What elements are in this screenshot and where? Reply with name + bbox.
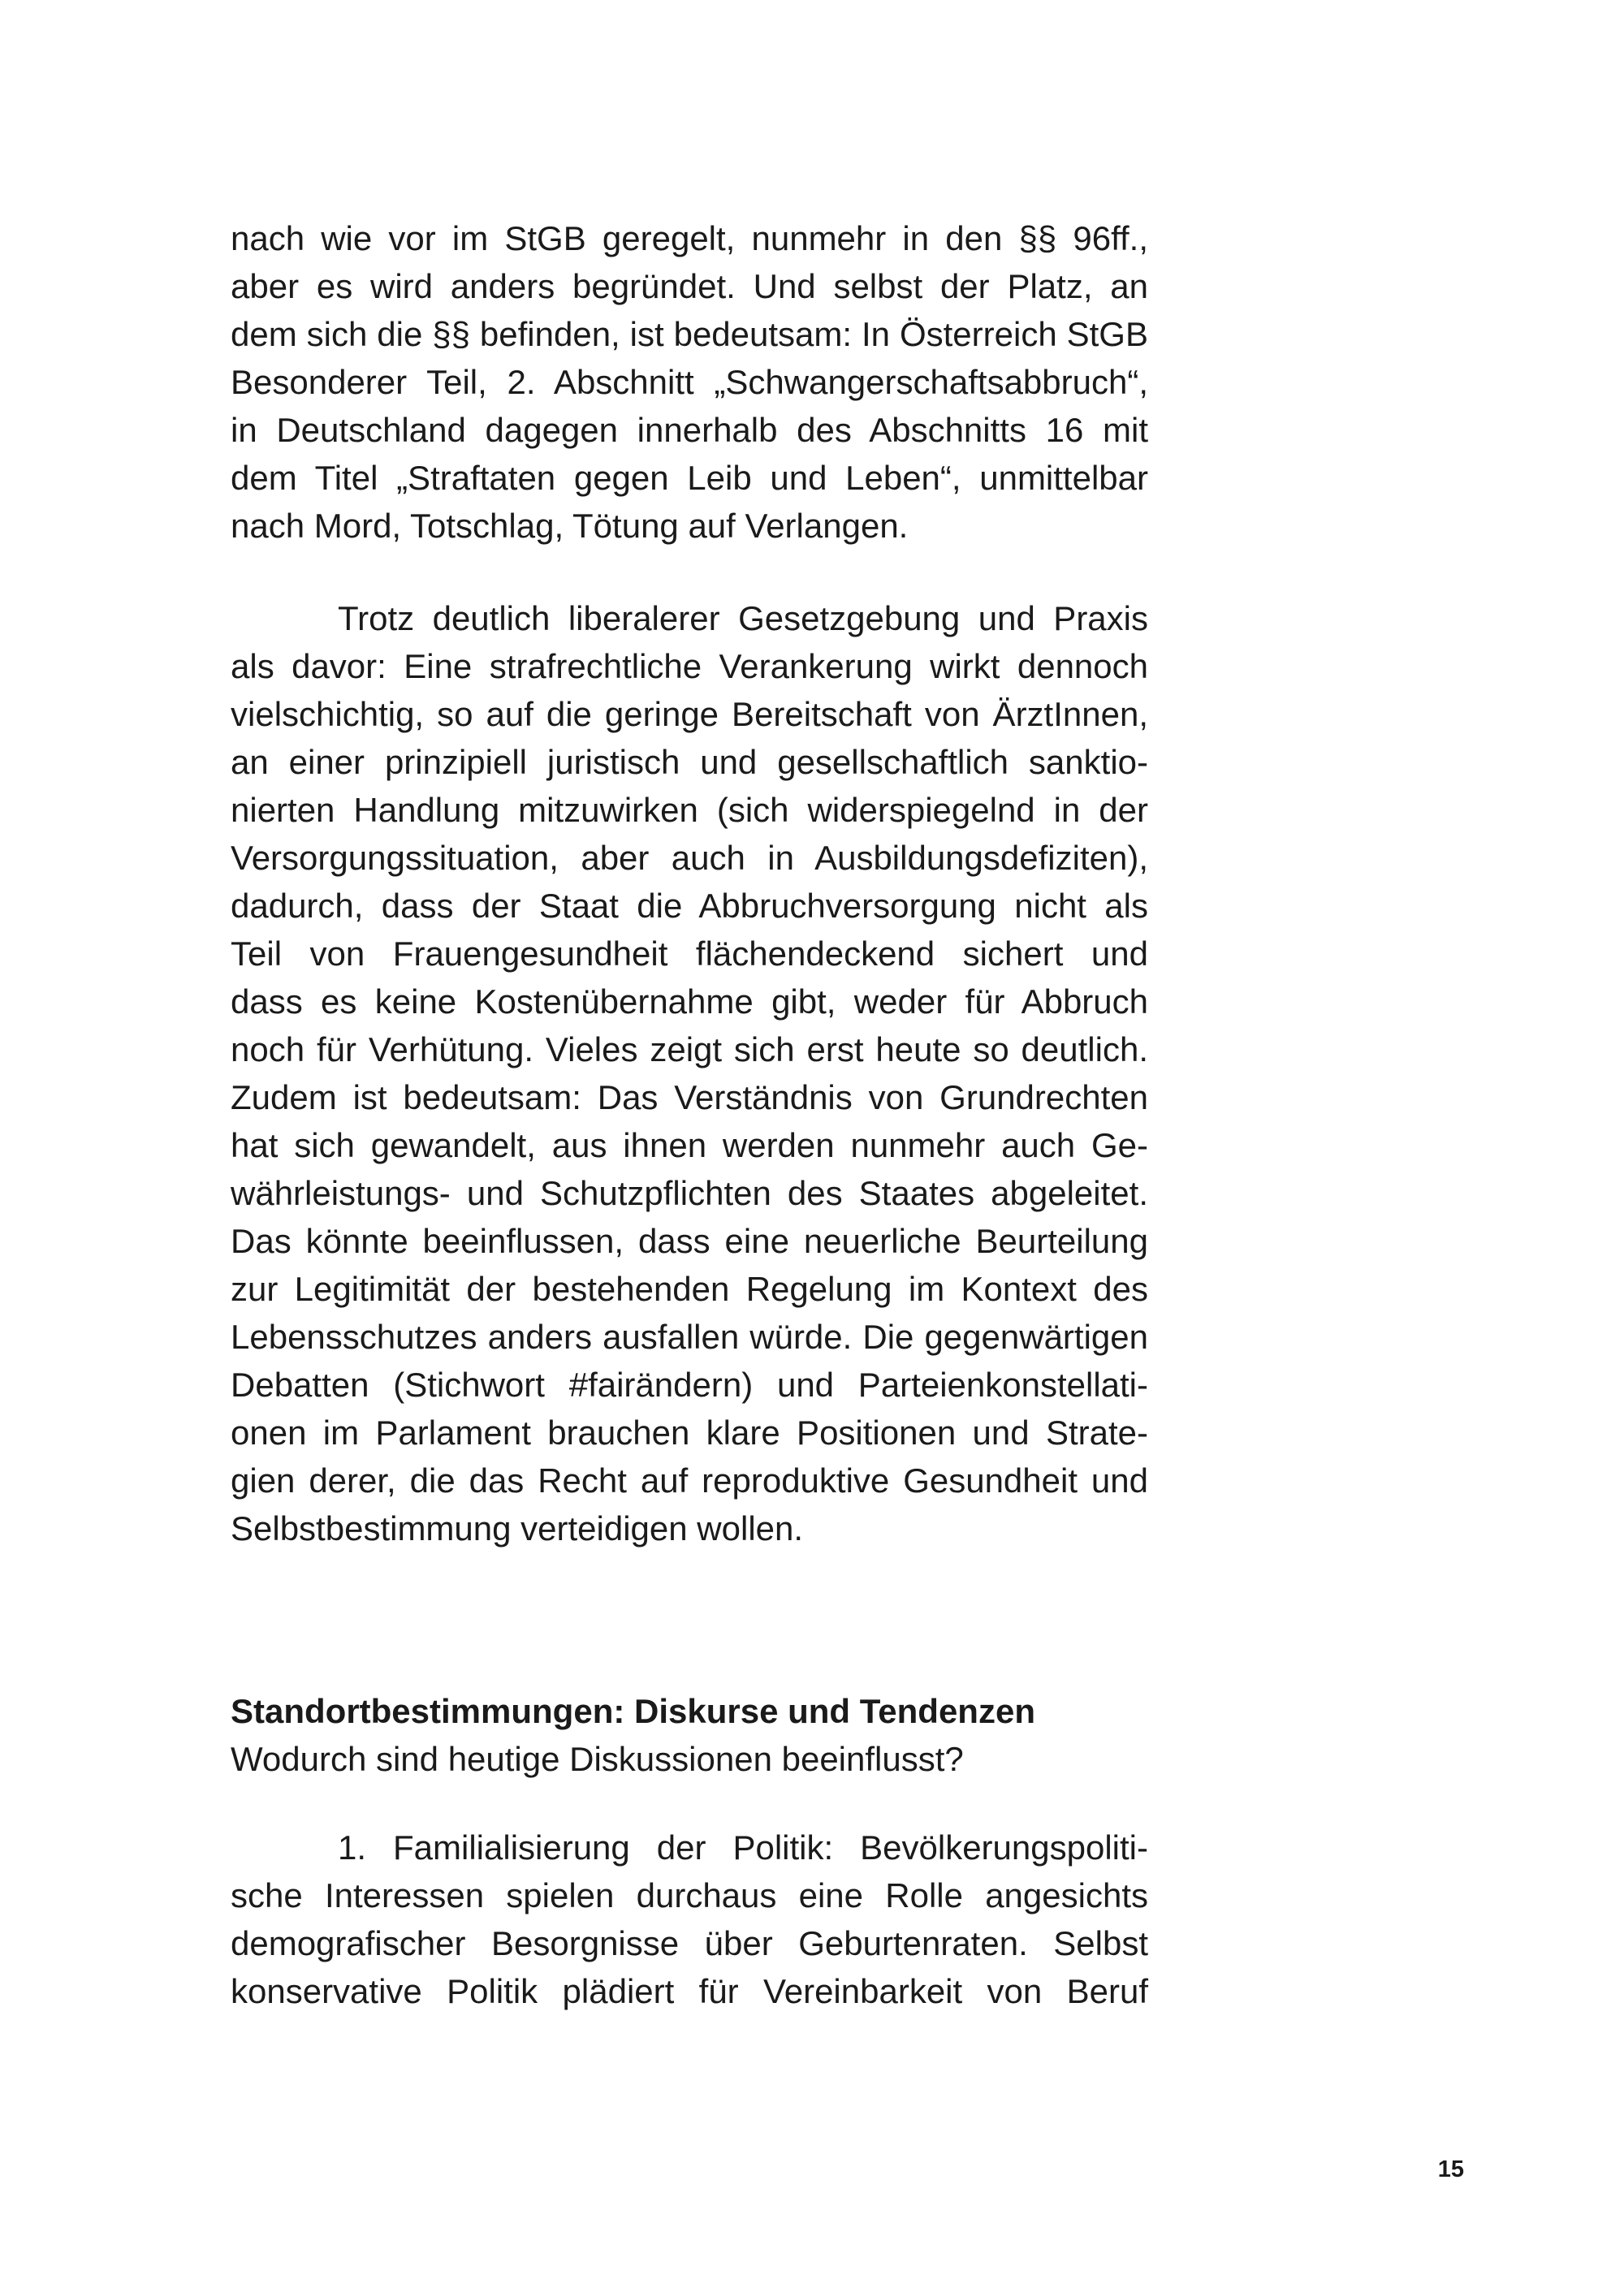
text-line: demografischer Besorgnisse über Geburtenraten. Selbst [231,1924,1148,1962]
text-line: in Deutschland dagegen innerhalb des Abschnitts 16 mit [231,411,1148,449]
text-line: Trotz deutlich liberalerer Gesetzgebung und Praxis [338,599,1148,637]
text-line: Besonderer Teil, 2. Abschnitt „Schwangerschaftsabbruch“, [231,363,1148,401]
paragraph-3 [231,1824,1148,2015]
paragraph-2 [231,594,1148,1552]
text-line: dem Titel „Straftaten gegen Leib und Leben“, unmittelbar [231,459,1148,497]
text-line: Teil von Frauengesundheit flächendeckend sichert und [231,934,1148,973]
text-line: dadurch, dass der Staat die Abbruchversorgung nicht als [231,887,1148,925]
text-line: onen im Parlament brauchen klare Positionen und Strate- [231,1414,1148,1452]
text-line: Zudem ist bedeutsam: Das Verständnis von Grundrechten [231,1078,1148,1116]
text-line: dem sich die §§ befinden, ist bedeutsam: In Österreich StGB [231,315,1148,353]
text-line: Lebensschutzes anders ausfallen würde. Die gegenwärtigen [231,1318,1148,1356]
text-line: sche Interessen spielen durchaus eine Rolle angesichts [231,1876,1148,1914]
text-line: Debatten (Stichwort #fairändern) und Parteienkonstellati- [231,1366,1148,1404]
text-line: nach Mord, Totschlag, Tötung auf Verlangen. [231,507,909,545]
text-line: als davor: Eine strafrechtliche Verankerung wirkt dennoch [231,647,1148,685]
text-line: gien derer, die das Recht auf reproduktive Gesundheit und [231,1461,1148,1500]
page-number: 15 [1437,2156,1464,2182]
text-line: hat sich gewandelt, aus ihnen werden nunmehr auch Ge- [231,1126,1148,1164]
section-subheading: Wodurch sind heutige Diskussionen beeinflusst? [231,1740,964,1778]
text-line: dass es keine Kostenübernahme gibt, weder für Abbruch [231,982,1148,1021]
text-line: nach wie vor im StGB geregelt, nunmehr in den §§ 96ff., [231,219,1148,257]
text-line: vielschichtig, so auf die geringe Bereitschaft von ÄrztInnen, [231,695,1148,733]
text-line: nierten Handlung mitzuwirken (sich widerspiegelnd in der [231,791,1148,829]
section-heading: Standortbestimmungen: Diskurse und Tendenzen [231,1692,1035,1730]
text-line: Versorgungssituation, aber auch in Ausbildungsdefiziten), [231,839,1148,877]
paragraph-1 [231,214,1148,550]
section-header [231,1687,1148,1783]
text-line: 1. Familialisierung der Politik: Bevölkerungspoliti- [338,1828,1148,1867]
text-line: Selbstbestimmung verteidigen wollen. [231,1509,804,1547]
text-line: konservative Politik plädiert für Vereinbarkeit von Beruf [231,1972,1148,2010]
text-line: währleistungs- und Schutzpflichten des Staates abgeleitet. [231,1174,1148,1212]
text-line: zur Legitimität der bestehenden Regelung im Kontext des [231,1270,1148,1308]
text-line: noch für Verhütung. Vieles zeigt sich erst heute so deutlich. [231,1030,1148,1068]
text-line: Das könnte beeinflussen, dass eine neuerliche Beurteilung [231,1222,1148,1260]
text-line: an einer prinzipiell juristisch und gesellschaftlich sanktio- [231,743,1148,781]
text-line: aber es wird anders begründet. Und selbst der Platz, an [231,267,1148,305]
